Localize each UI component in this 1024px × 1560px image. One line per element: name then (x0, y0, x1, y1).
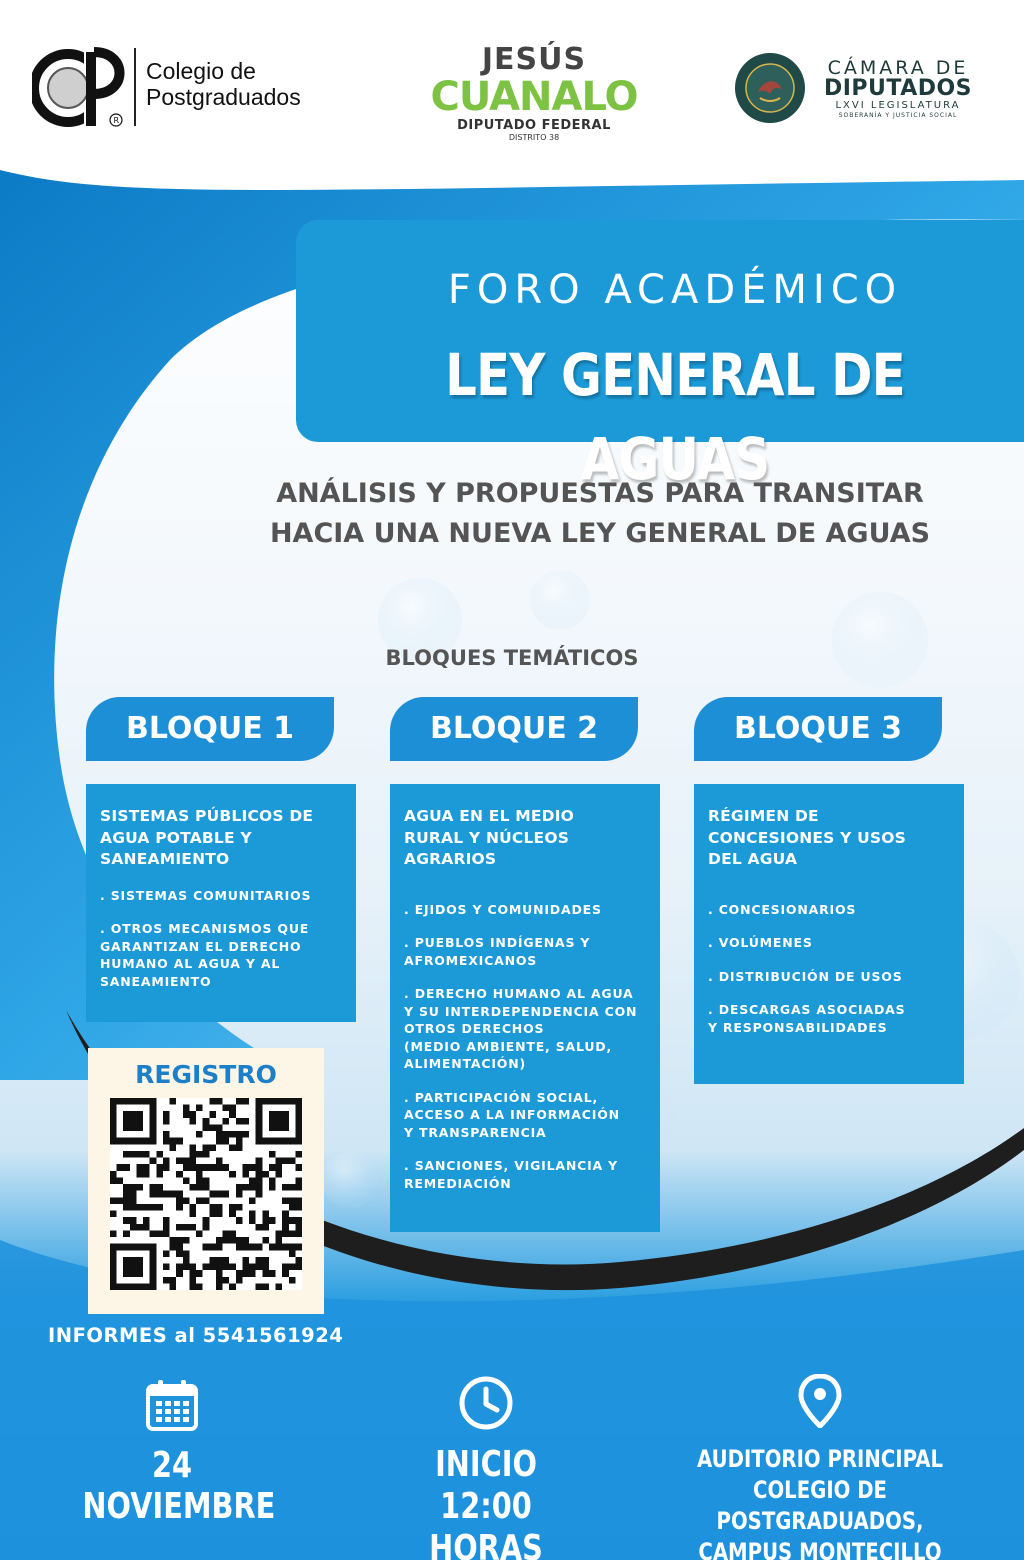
registro-qr-code[interactable] (110, 1098, 302, 1290)
bloque-2-item-line: ALIMENTACIÓN) (404, 1056, 526, 1071)
bloque-2-item-line: (MEDIO AMBIENTE, SALUD, (404, 1038, 613, 1054)
event-date (60, 1378, 284, 1528)
bloque-3-title-line: CONCESIONES Y USOS (708, 828, 907, 847)
bloque-1-item (100, 887, 340, 905)
bloque-2-title-line: AGUA EN EL MEDIO (404, 807, 575, 825)
registro-label: REGISTRO (135, 1060, 277, 1089)
colegio-name (146, 58, 301, 110)
bloque-2-item-line: . PUEBLOS INDÍGENAS Y (404, 935, 591, 950)
bloque-1-title-line: SISTEMAS PÚBLICOS DE (100, 807, 314, 825)
bloque-2-item-line: . PARTICIPACIÓN SOCIAL, (404, 1089, 599, 1105)
bloque-2-item-line: OTROS DERECHOS (404, 1021, 545, 1036)
bloque-2-title-line: RURAL Y NÚCLEOS (404, 828, 570, 847)
colegio-name-line1: Colegio de (146, 58, 256, 84)
bloque-3-card (694, 784, 964, 1084)
bloque-3-item (708, 934, 948, 952)
bloque-3-title-line: DEL AGUA (708, 850, 798, 868)
bloque-1-title-line: AGUA POTABLE Y (100, 828, 252, 847)
bloque-1-item (100, 920, 340, 990)
camara-line1: CÁMARA DE (827, 57, 969, 79)
bloque-3-item-line: . VOLÚMENES (708, 935, 813, 950)
bloque-2-item-line: Y SU INTERDEPENDENCIA CON (404, 1003, 638, 1019)
event-date-day: 24 (151, 1445, 193, 1486)
bloque-3-item-line: Y RESPONSABILIDADES (708, 1019, 888, 1035)
bloque-3-item (708, 1001, 948, 1036)
bloque-2-card (390, 784, 660, 1232)
bloque-3-title (708, 806, 948, 871)
camara-line2: DIPUTADOS (823, 76, 973, 101)
bloque-1-tab: BLOQUE 1 (86, 697, 334, 761)
event-place-line: AUDITORIO PRINCIPAL (697, 1445, 943, 1473)
event-title: LEY GENERAL DE AGUAS (445, 341, 905, 493)
event-place-line: CAMPUS MONTECILLO (698, 1538, 942, 1560)
bloque-3-tab: BLOQUE 3 (694, 697, 942, 761)
subtitle-line2: HACIA UNA NUEVA LEY GENERAL DE AGUAS (269, 518, 931, 549)
clock-icon (457, 1374, 515, 1432)
diputado-first-name: JESÚS (481, 42, 587, 77)
bloque-3-item-line: . DISTRIBUCIÓN DE USOS (708, 968, 903, 984)
event-start-time: 12:00 HORAS (429, 1486, 543, 1560)
bloque-1-item-line: HUMANO AL AGUA Y AL (100, 956, 281, 971)
bloque-1-item-line: . OTROS MECANISMOS QUE (100, 921, 310, 936)
event-time (370, 1374, 602, 1560)
map-pin-icon (798, 1374, 842, 1428)
informes-phone[interactable]: INFORMES al 5541561924 (48, 1324, 344, 1347)
bloque-2-item-line: REMEDIACIÓN (404, 1175, 512, 1191)
calendar-icon (145, 1378, 199, 1432)
bloque-2-item-line: . DERECHO HUMANO AL AGUA (404, 986, 634, 1001)
bloque-2-tab: BLOQUE 2 (390, 697, 638, 761)
bloque-1-title (100, 806, 340, 871)
bloque-1-title-line: SANEAMIENTO (100, 850, 230, 868)
diputado-role: DIPUTADO FEDERAL (457, 118, 611, 133)
diputado-district: DISTRITO 38 (508, 133, 560, 142)
bloque-1-item-line: SANEAMIENTO (100, 973, 212, 989)
bloque-2-item-line: AFROMEXICANOS (404, 952, 538, 968)
bloque-2-item-line: . SANCIONES, VIGILANCIA Y (404, 1158, 619, 1173)
bloque-2-title-line: AGRARIOS (404, 850, 497, 868)
event-kicker: FORO ACADÉMICO (447, 267, 903, 313)
bloque-3-title-line: RÉGIMEN DE (708, 807, 819, 825)
bloque-2-item-line: Y TRANSPARENCIA (404, 1124, 547, 1140)
bloque-3-item-line: . CONCESIONARIOS (708, 901, 857, 917)
subtitle-line1: ANÁLISIS Y PROPUESTAS PARA TRANSITAR (276, 478, 924, 509)
event-place (670, 1374, 970, 1560)
bloque-2-item (404, 934, 644, 969)
event-date-month: NOVIEMBRE (82, 1486, 276, 1527)
bloque-2-item (404, 901, 644, 919)
bloque-1-item-line: GARANTIZAN EL DERECHO (100, 938, 302, 954)
camara-line3: LXVI LEGISLATURA (835, 100, 961, 111)
colegio-logo (32, 46, 128, 130)
bloque-1-card (86, 784, 356, 1022)
bloque-3-item (708, 901, 948, 919)
logo-divider (134, 48, 136, 126)
bloque-1-item-line: . SISTEMAS COMUNITARIOS (100, 887, 312, 903)
camara-wordmark (808, 58, 988, 120)
event-place-line: COLEGIO DE POSTGRADUADOS, (716, 1476, 924, 1535)
bloque-2-item (404, 1157, 644, 1192)
bloque-2-item-line: . EJIDOS Y COMUNIDADES (404, 901, 602, 917)
bloque-3-item (708, 968, 948, 986)
diputado-logo (412, 44, 656, 143)
bloque-3-item-line: . DESCARGAS ASOCIADAS (708, 1002, 906, 1017)
colegio-name-line2: Postgraduados (146, 84, 301, 110)
bloque-2-title (404, 806, 644, 871)
diputado-last-name: CUANALO (430, 74, 638, 120)
event-subtitle (190, 474, 1010, 554)
camara-seal-icon (734, 52, 806, 124)
bloques-heading: BLOQUES TEMÁTICOS (385, 646, 639, 670)
bloque-2-item (404, 985, 644, 1073)
bloque-2-item (404, 1089, 644, 1142)
camara-line4: SOBERANÍA Y JUSTICIA SOCIAL (838, 112, 958, 119)
bloque-2-item-line: ACCESO A LA INFORMACIÓN (404, 1107, 620, 1122)
event-start-label: INICIO (435, 1444, 537, 1485)
svg-text:R: R (113, 116, 120, 125)
